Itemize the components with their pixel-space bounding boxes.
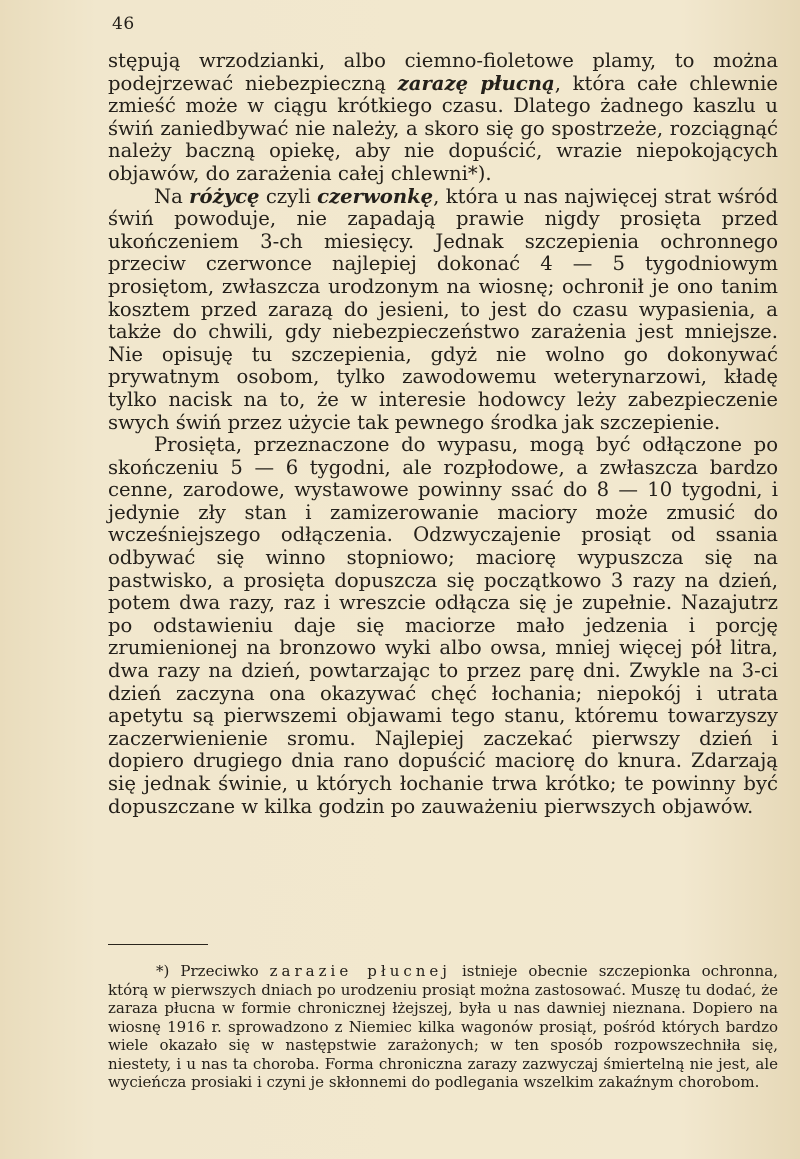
paragraph-2 bbox=[108, 186, 778, 435]
paragraph-text: stępują wrzodzianki, albo ciemno-fioletowe plamy, to można podejrzewać niebezpieczną bbox=[108, 49, 778, 95]
footnote bbox=[108, 962, 778, 1092]
footnote-text: istnieje obecnie szczepionka ochronna, którą w pierwszych dniach po urodzeniu prosiąt można zastosować. Muszę tu dodać, że zaraza płucna w formie chronicznej łżejszej, była u nas dawniej nieznana. Dopiero na wiosnę 1916 r. sprowadzono z Niemiec kilka wagonów prosiąt, pośród których bardzo wiele okazało się w następstwie zarażonych; w ten sposób rozpowszechniła się, niestety, i u nas ta choroba. Forma chroniczna zarazy zazwyczaj śmiertelną nie jest, ale wycieńcza prosiaki i czyni je skłonnemi do podlegania wszelkim zakaźnym chorobom. bbox=[108, 962, 778, 1091]
paragraph-text: Prosięta, przeznaczone do wypasu, mogą być odłączone po skończeniu 5 — 6 tygodni, ale rozpłodowe, a zwłaszcza bardzo cenne, zarodowe, wystawowe powinny ssać do 8 — 10 tygodni, i jedynie zły stan i zamizerowanie maciory może zmusić do wcześniejszego odłączenia. Odzwyczajenie prosiąt od ssania odbywać się winno stopniowo; maciorę wypuszcza się na pastwisko, a prosięta dopuszcza się początkowo 3 razy na dzień, potem dwa razy, raz i wreszcie odłącza się je zupełnie. Nazajutrz po odstawieniu daje się maciorze mało jedzenia i porcję zrumienionej na bronzowo wyki albo owsa, mniej więcej pół litra, dwa razy na dzień, powtarzając to przez parę dni. Zwykle na 3-ci dzień zaczyna ona okazywać chęć łochania; niepokój i utrata apetytu są pierwszemi objawami tego stanu, któremu towarzyszy zaczerwienienie sromu. Najlepiej zaczekać pierwszy dzień i dopiero drugiego dnia rano dopuścić maciorę do knura. Zdarzają się jednak świnie, u których łochanie trwa krótko; te powinny być dopuszczane w kilka godzin po zauważeniu pierwszych objawów. bbox=[108, 433, 778, 818]
emphasis-text: czerwonkę bbox=[317, 184, 434, 208]
paragraph-text: Na bbox=[154, 184, 190, 208]
paragraph-text: czyli bbox=[259, 184, 318, 208]
paragraph-1 bbox=[108, 50, 778, 186]
paragraph-3 bbox=[108, 434, 778, 818]
paragraph-text: , która całe chlewnie zmieść może w ciągu krótkiego czasu. Dlatego żadnego kaszlu u świń zaniedbywać nie należy, a skoro się go spostrzeże, rozciągnąć należy baczną opiekę, aby nie dopuścić, wrazie niepokojących objawów, do zarażenia całej chlewni*). bbox=[108, 71, 778, 185]
footnote-spaced-term: zarazie płucnej bbox=[269, 962, 451, 980]
paragraph-text: , która u nas najwięcej strat wśród świń powoduje, nie zapadają prawie nigdy prosięta przed ukończeniem 3-ch miesięcy. Jednak szczepienia ochronnego przeciw czerwonce najlepiej dokonać 4 — 5 tygodniowym prosiętom, zwłaszcza urodzonym na wiosnę; ochronił je ono tanim kosztem przed zarazą do jesieni, to jest do czasu wypasienia, a także do chwili, gdy niebezpieczeństwo zarażenia jest mniejsze. Nie opisuję tu szczepienia, gdyż nie wolno go dokonywać prywatnym osobom, tylko zawodowemu weterynarzowi, kładę tylko nacisk na to, że w interesie hodowcy leży zabezpieczenie swych świń przez użycie tak pewnego środka jak szczepienie. bbox=[108, 184, 778, 434]
footnote-divider bbox=[108, 944, 208, 945]
emphasis-text: różycę bbox=[189, 184, 260, 208]
page-number: 46 bbox=[112, 14, 135, 34]
footnote-marker: *) bbox=[156, 962, 170, 980]
main-text bbox=[108, 50, 778, 818]
emphasis-text: zarazę płucną bbox=[397, 71, 555, 95]
footnote-lead: Przeciwko bbox=[180, 962, 259, 980]
